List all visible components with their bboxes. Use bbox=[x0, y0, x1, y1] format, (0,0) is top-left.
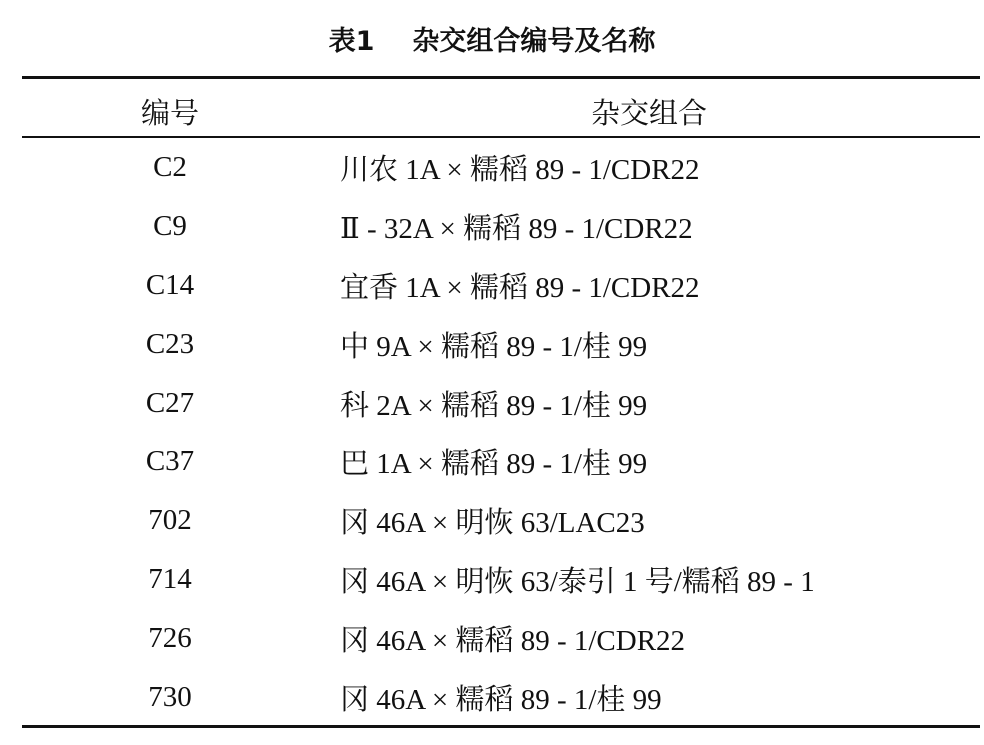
row-id: C14 bbox=[145, 269, 195, 302]
table-row bbox=[22, 433, 980, 492]
header-rule bbox=[22, 136, 980, 138]
header-combination: 杂交组合 bbox=[590, 97, 707, 130]
row-id: 730 bbox=[148, 680, 192, 713]
row-combination: Ⅱ - 32A × 糯稻 89 - 1/CDR22 bbox=[340, 213, 693, 246]
table-row bbox=[22, 139, 980, 198]
table-row bbox=[22, 609, 980, 668]
table-row bbox=[22, 550, 980, 609]
table-caption bbox=[0, 22, 984, 62]
row-id: C27 bbox=[145, 386, 195, 419]
row-combination: 冈 46A × 明恢 63/LAC23 bbox=[340, 507, 645, 540]
row-combination: 巴 1A × 糯稻 89 - 1/桂 99 bbox=[340, 448, 648, 481]
table-number: 表1 bbox=[328, 26, 375, 57]
table-row bbox=[22, 668, 980, 727]
bottom-rule bbox=[22, 725, 980, 728]
row-id: C2 bbox=[153, 151, 187, 184]
row-id: 714 bbox=[148, 563, 192, 596]
row-id: 702 bbox=[148, 504, 192, 537]
table-row bbox=[22, 491, 980, 550]
row-combination: 冈 46A × 糯稻 89 - 1/桂 99 bbox=[340, 683, 662, 716]
table-row bbox=[22, 256, 980, 315]
row-id: 726 bbox=[148, 621, 192, 654]
table-header-row bbox=[22, 88, 980, 134]
row-id: C23 bbox=[145, 327, 195, 360]
table-title: 杂交组合编号及名称 bbox=[412, 26, 656, 57]
table-row bbox=[22, 197, 980, 256]
row-combination: 冈 46A × 糯稻 89 - 1/CDR22 bbox=[340, 624, 686, 657]
table-row bbox=[22, 374, 980, 433]
row-combination: 冈 46A × 明恢 63/泰引 1 号/糯稻 89 - 1 bbox=[340, 566, 815, 599]
table-row bbox=[22, 315, 980, 374]
row-combination: 宜香 1A × 糯稻 89 - 1/CDR22 bbox=[340, 272, 700, 305]
row-combination: 科 2A × 糯稻 89 - 1/桂 99 bbox=[340, 389, 648, 422]
row-id: C9 bbox=[153, 210, 187, 243]
top-rule bbox=[22, 76, 980, 79]
row-id: C37 bbox=[145, 445, 195, 478]
row-combination: 川农 1A × 糯稻 89 - 1/CDR22 bbox=[340, 154, 700, 187]
header-id: 编号 bbox=[140, 97, 199, 130]
row-combination: 中 9A × 糯稻 89 - 1/桂 99 bbox=[340, 330, 648, 363]
